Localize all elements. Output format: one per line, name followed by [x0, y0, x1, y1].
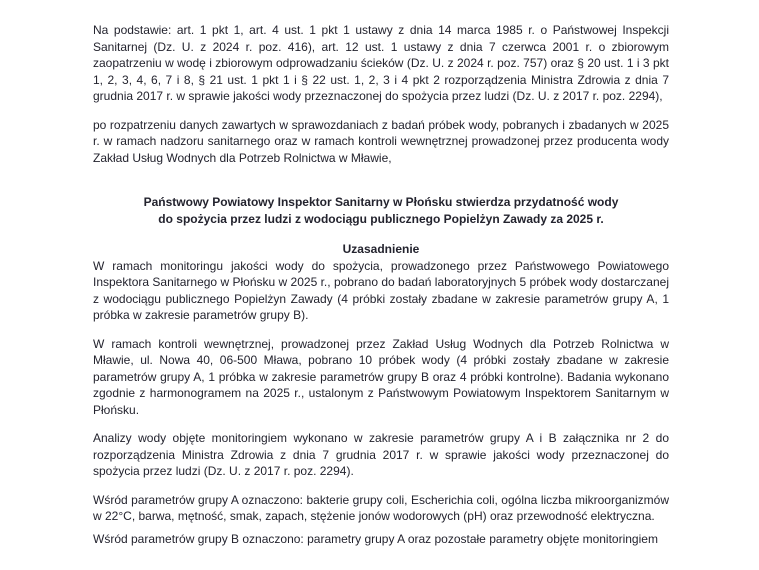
statement-heading-line2: do spożycia przez ludzi z wodociągu publicznego Popielżyn Zawady za 2025 r. [158, 211, 604, 226]
analyses-scope-paragraph: Analizy wody objęte monitoringiem wykonano w zakresie parametrów grupy A i B załącznika nr 2 do rozporządzenia Ministra Zdrowia z dnia 7 grudnia 2017 r. w sprawie jakości wody przeznaczonej do spożycia przez ludzi (Dz. U. z 2017 r. poz. 2294). [93, 431, 669, 478]
internal-control-paragraph: W ramach kontroli wewnętrznej, prowadzonej przez Zakład Usług Wodnych dla Potrzeb Rolnictwa w Mławie, ul. Nowa 40, 06-500 Mława, pobrano 10 próbek wody (4 próbki zostały zbadane w zakresie parametrów grupy A, 1 próbka w zakresie parametrów grupy B oraz 4 próbki kontrolne). Badania wykonano zgodnie z harmonogramem na 2025 r., ustalonym z Państwowym Powiatowym Inspektorem Sanitarnym w Płońsku. [93, 336, 669, 417]
section-heading-uzasadnienie: Uzasadnienie [342, 242, 420, 256]
clipped-bottom-paragraph: Wśród parametrów grupy B oznaczono: parametry grupy A oraz pozostałe parametry objęte monitoringiem [93, 531, 658, 546]
statement-heading [93, 194, 669, 227]
document-text-column [93, 22, 669, 547]
legal-basis-paragraph: Na podstawie: art. 1 pkt 1, art. 4 ust. 1 pkt 1 ustawy z dnia 14 marca 1985 r. o Państwowej Inspekcji Sanitarnej (Dz. U. z 2024 r. poz. 416), art. 12 ust. 1 ustawy z dnia 7 czerwca 2001 r. o zbiorowym zaopatrzeniu w wodę i zbiorowym odprowadzaniu ścieków (Dz. U. z 2024 r. poz. 757) oraz § 20 ust. 1 i 3 pkt 1, 2, 3, 4, 6, 7 i 8, § 21 ust. 1 pkt 1 i § 22 ust. 1, 2, 3 i 4 pkt 2 rozporządzenia Ministra Zdrowia z dnia 7 grudnia 2017 r. w sprawie jakości wody przeznaczonej do spożycia przez ludzi (Dz. U. z 2017 r. poz. 2294), [93, 23, 669, 103]
statement-heading-line1: Państwowy Powiatowy Inspektor Sanitarny w Płońsku stwierdza przydatność wody [143, 195, 619, 209]
group-a-parameters-paragraph: Wśród parametrów grupy A oznaczono: bakterie grupy coli, Escherichia coli, ogólna liczba mikroorganizmów w 22°C, barwa, mętność, smak, zapach, stężenie jonów wodorowych (pH) oraz przewodność elektryczna. [93, 492, 669, 523]
monitoring-paragraph: W ramach monitoringu jakości wody do spożycia, prowadzonego przez Państwowego Powiatowego Inspektora Sanitarnego w Płońsku w 2025 r., pobrano do badań laboratoryjnych 5 próbek wody dostarczanej z wodociągu publicznego Popielżyn Zawady (4 próbki zostały zbadane w zakresie parametrów grupy A, 1 próbka w zakresie parametrów grupy B). [93, 258, 669, 322]
consideration-paragraph: po rozpatrzeniu danych zawartych w sprawozdaniach z badań próbek wody, pobranych i zbadanych w 2025 r. w ramach nadzoru sanitarnego oraz w ramach kontroli wewnętrznej prowadzonej przez producenta wody Zakład Usług Wodnych dla Potrzeb Rolnictwa w Mławie, [93, 117, 669, 165]
